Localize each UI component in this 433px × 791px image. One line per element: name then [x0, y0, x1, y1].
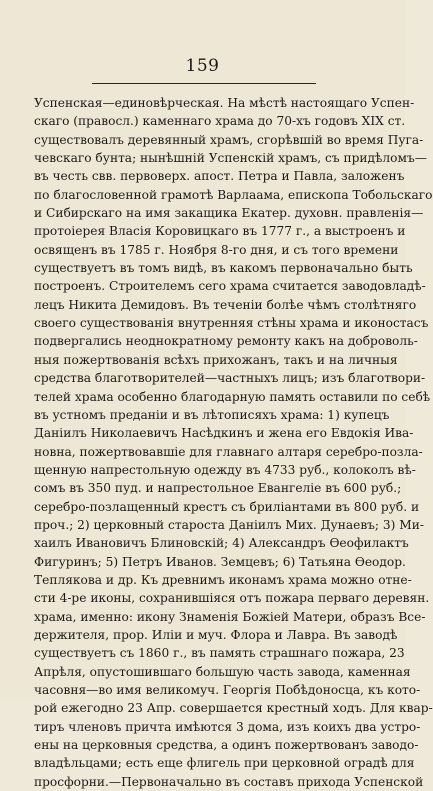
text-line: подвергались неоднократному ремонту какъ на доброволь- [34, 334, 418, 349]
text-line: средства благотворителей—частныхъ лицъ; изъ благотвори- [34, 371, 426, 386]
text-line: серебро-позлащенный крестъ съ бриліантами въ 800 руб. и [34, 499, 420, 514]
text-line: щенную напрестольную одежду въ 4733 руб., колоколъ вѣ- [34, 462, 416, 477]
text-line: Теплякова и др. Къ древнимъ иконамъ храма можно отне- [34, 572, 412, 587]
text-line: существуетъ въ томъ видѣ, въ какомъ первоначально быть [34, 261, 413, 276]
text-line: владѣльцами; есть еще флигель при церковной оградѣ для [34, 756, 415, 771]
text-line: существовалъ деревянный храмъ, сгорѣвшій во время Пуга- [34, 132, 424, 147]
text-line: храма, именно: икону Знаменія Божіей Матери, образъ Все- [34, 609, 426, 624]
text-line: въ устномъ преданіи и въ лѣтописяхъ храма: 1) купецъ [34, 407, 390, 422]
text-line: чевскаго бунта; нынѣшній Успенскій храмъ, съ придѣломъ— [34, 151, 427, 166]
text-line: часовня—во имя великомуч. Георгія Побѣдоносца, къ кото- [34, 683, 421, 697]
text-line: новна, пожертвовавшіе для главнаго алтаря серебро-позла- [34, 444, 423, 459]
text-line: Апрѣля, опустошившаго большую часть завода, каменная [34, 664, 411, 679]
text-line: Фигуринъ; 5) Петръ Иванов. Земцевъ; 6) Татьяна Ѳеодор. [34, 554, 406, 569]
text-line: и Сибирскаго на имя закащика Екатер. духовн. правленія— [34, 206, 424, 221]
text-line: своего существованія внутренняя стѣны храма и иконостасъ [34, 316, 429, 331]
text-line: протоіерея Власія Коровицкаго въ 1777 г., а выстроенъ и [34, 224, 406, 239]
text-line: рой ежегодно 23 Апр. совершается крестный ходъ. Для квар- [34, 701, 433, 716]
text-line: хаилъ Ивановичъ Блиновскій; 4) Александръ Ѳеофилактъ [34, 536, 409, 551]
text-line: по благословенной грамотѣ Варлаама, епископа Тобольскаго [34, 187, 433, 202]
text-line: сти 4-ре иконы, сохранившіяся отъ пожара перваго деревян. [34, 591, 430, 606]
text-line: въ честь свв. первоверх. апост. Петра и Павла, заложенъ [34, 169, 405, 184]
text-line: сомъ въ 350 пуд. и напрестольное Евангеліе въ 600 руб.; [34, 481, 402, 496]
text-line: телей храма особенно благодарную память оставили по себѣ [34, 389, 431, 404]
text-line: ныя пожертвованія всѣхъ прихожанъ, такъ и на личныя [34, 352, 398, 367]
text-line: Успенская—единовѣрческая. На мѣстѣ настоящаго Успен- [34, 96, 415, 110]
body-text [34, 94, 433, 791]
text-line: держителя, прор. Иліи и муч. Флора и Лавра. Въ заводѣ [34, 627, 398, 642]
text-line: лецъ Никита Демидовъ. Въ теченіи болѣе чѣмъ столѣтняго [34, 297, 417, 312]
text-line: освященъ въ 1785 г. Ноября 8-го дня, и съ того времени [34, 242, 399, 257]
text-line: существуетъ съ 1860 г., въ память страшнаго пожара, 23 [34, 646, 405, 661]
text-line: ены на церковныя средства, а одинъ пожертвованъ заводо- [34, 738, 419, 753]
text-line: построенъ. Строителемъ сего храма считается заводовладѣ- [34, 279, 426, 294]
page-number: 159 [185, 56, 220, 76]
text-line: Даніилъ Николаевичъ Насѣдкинъ и жена его Евдокія Ива- [34, 426, 414, 441]
text-line: скаго (правосл.) каменнаго храма до 70-хъ годовъ XIX ст. [34, 114, 406, 129]
text-line: тиръ членовъ причта имѣются 3 дома, изъ коихъ два устро- [34, 719, 421, 734]
header-rule [92, 83, 316, 84]
text-line: проч.; 2) церковный староста Даніилъ Мих. Дунаевъ; 3) Ми- [34, 517, 425, 532]
text-line: просфорни.—Первоначально въ составъ прихода Успенской [34, 774, 424, 789]
